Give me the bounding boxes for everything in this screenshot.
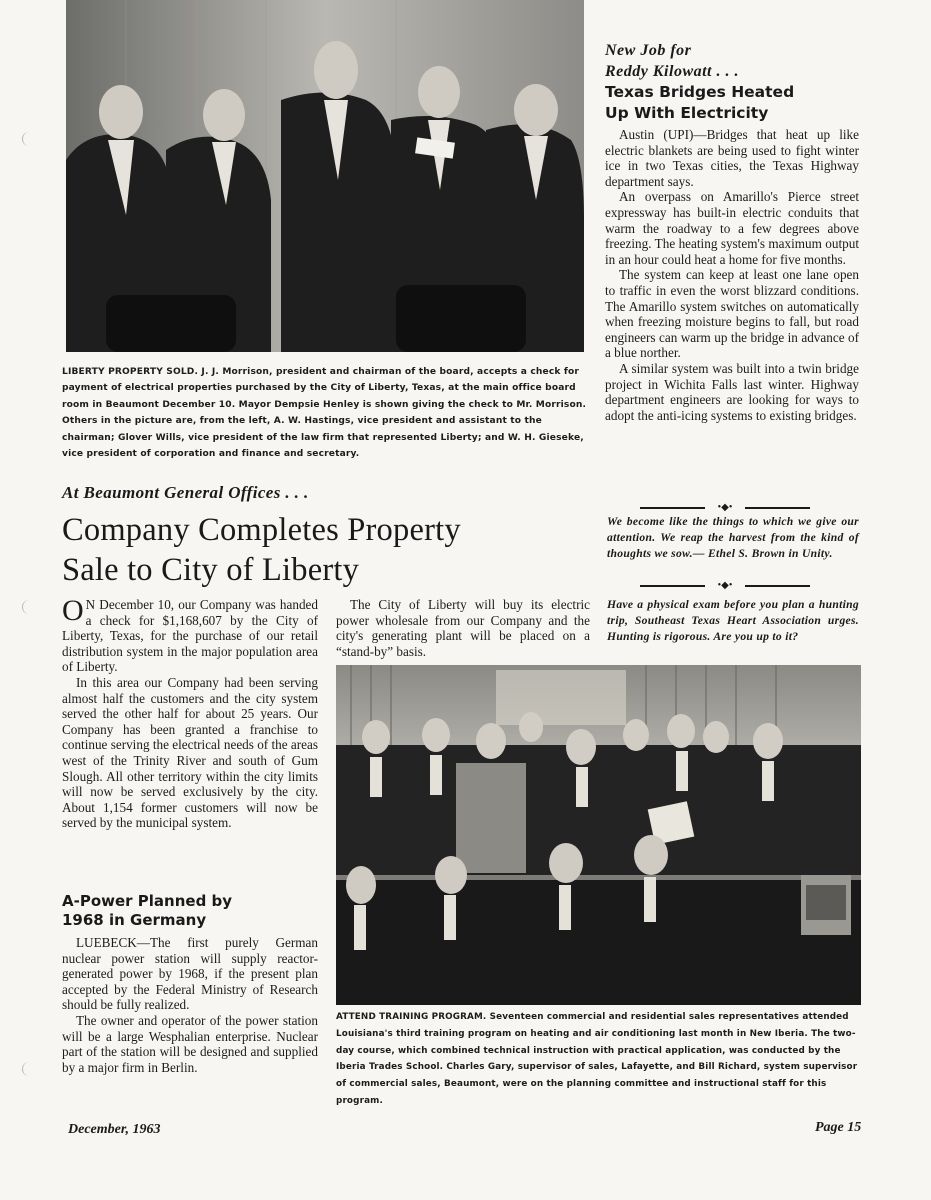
top-caption-text: J. J. Morrison, president and chairman of the board, accepts a check for payment of electrical properties purchased by the City of Liberty, Texas, at the main office board room in Beaumont December 10. Mayor Dempsie Henley is shown giving the check to Mr. Morrison. Others in the picture are, from the left, A. W. Hastings, vice president and assistant to the chairman; Glover Wills, vice president of the law firm that represented Liberty; and W. H. Gieseke, vice president of corporation and finance and secretary.	[62, 367, 587, 460]
right-headline-line-2: Up With Electricity	[605, 104, 769, 122]
right-para-1: Austin (UPI)—Bridges that heat up like electric blankets are being used to fight winter ice in two Texas cities, the Texas Highway department says.	[605, 127, 859, 189]
divider-ornament-icon: •◆•	[717, 502, 733, 513]
right-article-kicker	[605, 40, 739, 82]
binder-hole-mark	[22, 132, 36, 146]
main-article-kicker: At Beaumont General Offices . . .	[62, 483, 309, 502]
right-kicker-line-1: New Job for	[605, 42, 692, 59]
main-article-headline	[62, 510, 582, 590]
right-para-4: A similar system was built into a twin bridge project in Wichita Falls last winter. Highway department engineers are looking for ways to adopt the anti-icing systems to existing bridges.	[605, 360, 859, 423]
divider-ornament-icon: •◆•	[717, 580, 733, 591]
apower-para-2: The owner and operator of the power station will be a large Wesphalian enterprise. Nuclear part of the station will be designed and supplied by a major firm in Berlin.	[62, 1012, 318, 1075]
bottom-caption-text: Seventeen commercial and residential sales representatives attended Louisiana's third training program on heating and air conditioning last month in New Iberia. The two-day course, which combined technical instruction with practical application, was conducted by the Iberia Trades School. Charles Gary, supervisor of sales, Lafayette, and Bill Richard, system supervisor of commercial sales, Beaumont, were on the planning committee and instructional staff for this program.	[336, 1012, 858, 1106]
quote-brown: We become like the things to which we give our attention. We reap the harvest from the kind of thoughts we sow.— Ethel S. Brown in Unity.	[607, 515, 859, 560]
binder-hole-mark	[22, 1062, 36, 1076]
training-program-photo	[336, 665, 861, 1005]
apower-headline-line-2: 1968 in Germany	[62, 911, 207, 929]
headline-line-1: Company Completes Property	[62, 512, 461, 548]
footer-date: December, 1963	[68, 1122, 161, 1137]
binder-hole-mark	[22, 600, 36, 614]
quote-heart-association: Have a physical exam before you plan a hunting trip, Southeast Texas Heart Association urges. Hunting is rigorous. Are you up to it?	[607, 598, 859, 643]
bottom-photo-caption	[336, 1009, 862, 1110]
apower-headline-line-1: A-Power Planned by	[62, 892, 233, 910]
right-article-body	[605, 127, 859, 423]
top-caption-label: LIBERTY PROPERTY SOLD.	[62, 367, 199, 377]
main-para-3: The City of Liberty will buy its electric power wholesale from our Company and the city's generating plant will be placed on a “stand-by” basis.	[336, 597, 590, 659]
right-article-headline	[605, 82, 794, 124]
bottom-caption-label: ATTEND TRAINING PROGRAM.	[336, 1012, 487, 1022]
ornament-divider	[640, 580, 810, 592]
dropcap: O	[62, 594, 84, 627]
liberty-property-photo	[66, 0, 584, 352]
main-para-1: N December 10, our Company was handed a check for $1,168,607 by the City of Liberty, Texas, for the purchase of our retail distribution system in the major population area of Liberty.	[62, 597, 318, 675]
right-headline-line-1: Texas Bridges Heated	[605, 83, 795, 101]
right-kicker-line-2: Reddy Kilowatt . . .	[605, 63, 739, 80]
footer-page-number: Page 15	[815, 1120, 862, 1135]
ornament-divider	[640, 502, 810, 514]
apower-headline	[62, 892, 318, 930]
main-para-2: In this area our Company had been serving almost half the customers and the city system served the other half for about 25 years. Our Company has been granted a franchise to continue serving the electrical needs of the areas west of the Trinity River and south of Gum Slough. All other territory within the city limits will now be served exclusively by the city. About 1,154 former customers will now be served by the municipal system.	[62, 674, 318, 831]
apower-para-1: LUEBECK—The first purely German nuclear power station will supply reactor-generated power by 1968, if the present plan accepted by the Federal Ministry of Research should be fully realized.	[62, 935, 318, 1013]
apower-article-body	[62, 935, 318, 1075]
main-article-column-2	[336, 597, 590, 659]
right-para-2: An overpass on Amarillo's Pierce street expressway has built-in electric conduits that warm the roadway to a few degrees above freezing. The heating system's maximum output in an hour could heat a home for five months.	[605, 189, 859, 267]
main-article-column-1	[62, 594, 318, 831]
headline-line-2: Sale to City of Liberty	[62, 552, 360, 588]
right-para-3: The system can keep at least one lane open to traffic in even the worst blizzard conditions. The Amarillo system switches on automatically when freezing moisture begins to fall, but road engineers can warm up the bridge in advance of a blue norther.	[605, 267, 859, 361]
top-photo-caption	[62, 364, 587, 462]
